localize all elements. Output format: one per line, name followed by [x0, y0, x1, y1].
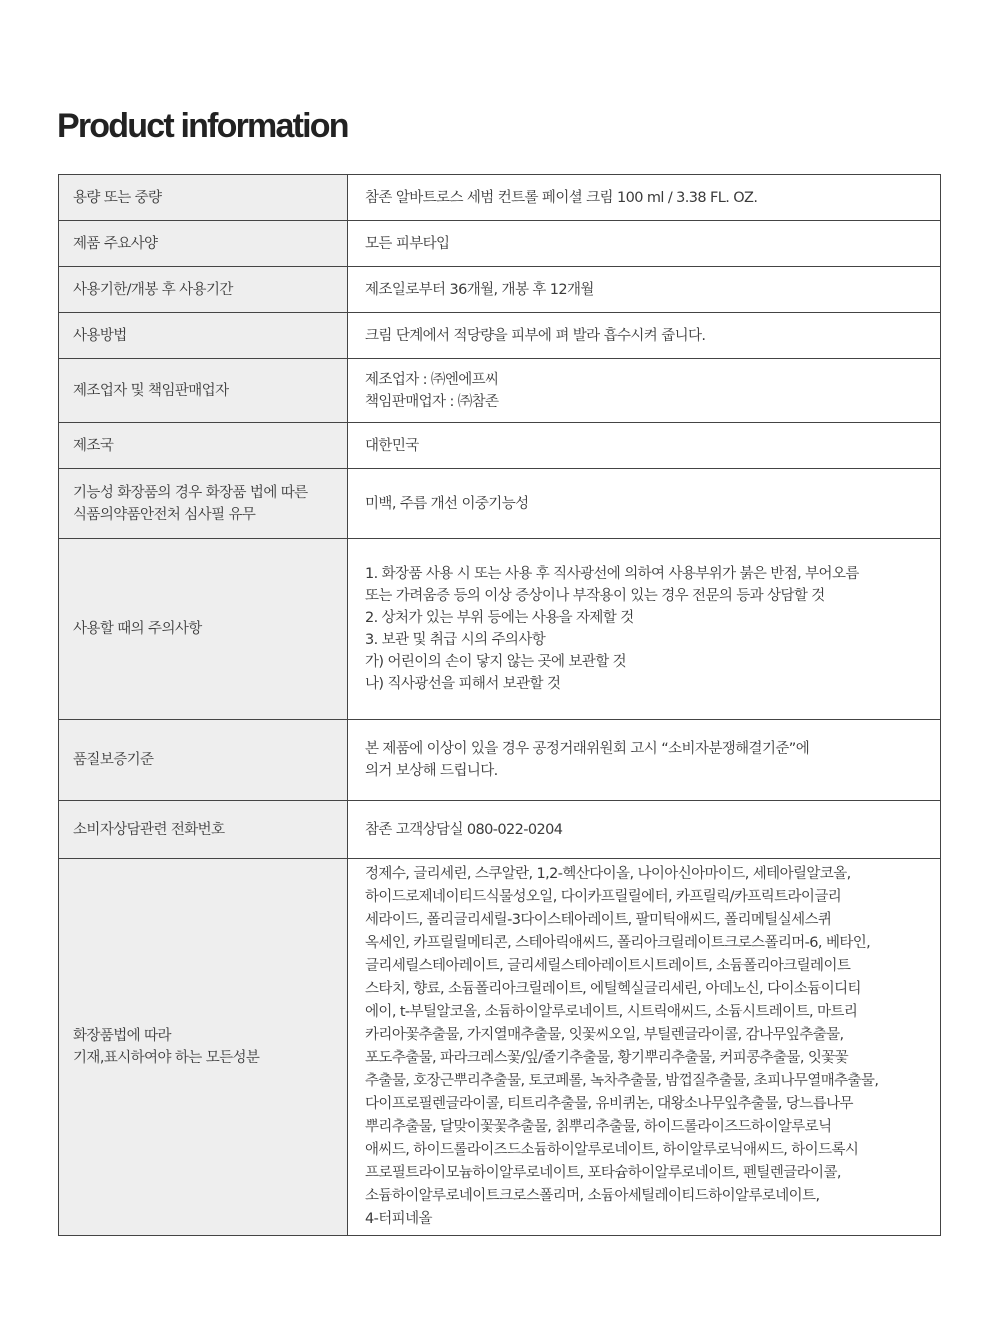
- value-line: 글리세릴스테아레이트, 글리세릴스테아레이트시트레이트, 소듐폴리아크릴레이트: [365, 958, 851, 974]
- value-line: 참존 알바트로스 세범 컨트롤 페이셜 크림 100 ml / 3.38 FL. OZ.: [365, 189, 758, 206]
- value-line: 제조일로부터 36개월, 개봉 후 12개월: [365, 281, 594, 298]
- value-line: 본 제품에 이상이 있을 경우 공정거래위원회 고시 “소비자분쟁해결기준”에: [365, 741, 810, 757]
- info-row-value: [348, 313, 941, 359]
- page-title: Product information: [57, 107, 348, 145]
- value-line: 미백, 주름 개선 이중기능성: [365, 495, 529, 512]
- info-row-value: [348, 175, 941, 221]
- value-line: 모든 피부타입: [365, 235, 450, 252]
- info-row-label: [59, 423, 348, 469]
- value-line: 4-터피네올: [365, 1211, 432, 1227]
- info-row-label: [59, 801, 348, 859]
- label-line: 사용할 때의 주의사항: [73, 621, 202, 637]
- info-row-label: [59, 539, 348, 720]
- info-row-value: [348, 423, 941, 469]
- value-line: 2. 상처가 있는 부위 등에는 사용을 자제할 것: [365, 610, 634, 626]
- product-info-table: [58, 174, 941, 1236]
- value-line: 제조업자 : ㈜엔에프씨: [365, 371, 499, 388]
- product-info-table-body: [59, 175, 941, 1236]
- label-line: 기재,표시하여야 하는 모든성분: [73, 1050, 260, 1066]
- info-row-label: [59, 720, 348, 801]
- value-line: 스타치, 향료, 소듐폴리아크릴레이트, 에틸헥실글리세린, 아데노신, 다이소듐이디티: [365, 981, 861, 997]
- value-line: 나) 직사광선을 피해서 보관할 것: [365, 676, 561, 692]
- info-row-value: [348, 359, 941, 423]
- label-line: 식품의약품안전처 심사필 유무: [73, 506, 256, 523]
- label-line: 제품 주요사양: [73, 235, 158, 252]
- value-line: 프로필트라이모늄하이알루로네이트, 포타슘하이알루로네이트, 펜틸렌글라이콜,: [365, 1165, 841, 1181]
- label-line: 기능성 화장품의 경우 화장품 법에 따른: [73, 484, 308, 501]
- info-row: [59, 175, 941, 221]
- info-row: [59, 539, 941, 720]
- info-row-label: [59, 859, 348, 1236]
- label-line: 소비자상담관련 전화번호: [73, 821, 225, 838]
- info-row: [59, 720, 941, 801]
- value-line: 또는 가려움증 등의 이상 증상이나 부작용이 있는 경우 전문의 등과 상담할 것: [365, 588, 825, 604]
- info-row: [59, 313, 941, 359]
- value-line: 대한민국: [365, 437, 419, 454]
- value-line: 소듐하이알루로네이트크로스폴리머, 소듐아세틸레이티드하이알루로네이트,: [365, 1188, 820, 1204]
- info-row-label: [59, 469, 348, 539]
- info-row-value: [348, 539, 941, 720]
- value-line: 하이드로제네이티드식물성오일, 다이카프릴릴에터, 카프릴릭/카프릭트라이글리: [365, 889, 842, 905]
- info-row-label: [59, 221, 348, 267]
- value-line: 옥세인, 카프릴릴메티콘, 스테아릭애씨드, 폴리아크릴레이트크로스폴리머-6, 베타인,: [365, 935, 871, 951]
- value-line: 세라이드, 폴리글리세릴-3다이스테아레이트, 팔미틱애씨드, 폴리메틸실세스퀴: [365, 912, 832, 928]
- label-line: 화장품법에 따라: [73, 1028, 171, 1044]
- info-row-value: [348, 801, 941, 859]
- value-line: 3. 보관 및 취급 시의 주의사항: [365, 632, 546, 648]
- info-row-label: [59, 313, 348, 359]
- label-line: 사용방법: [73, 327, 127, 344]
- info-row-label: [59, 267, 348, 313]
- info-row: [59, 859, 941, 1236]
- info-row-value: [348, 469, 941, 539]
- label-line: 사용기한/개봉 후 사용기간: [73, 281, 233, 298]
- info-row-label: [59, 175, 348, 221]
- info-row-value: [348, 267, 941, 313]
- info-row-label: [59, 359, 348, 423]
- value-line: 다이프로필렌글라이콜, 티트리추출물, 유비퀴논, 대왕소나무잎추출물, 당느릅나무: [365, 1096, 853, 1112]
- label-line: 용량 또는 중량: [73, 189, 162, 206]
- value-line: 추출물, 호장근뿌리추출물, 토코페롤, 녹차추출물, 밤껍질추출물, 초피나무열매추출물,: [365, 1073, 879, 1089]
- value-line: 카리아꽃추출물, 가지열매추출물, 잇꽃씨오일, 부틸렌글라이콜, 감나무잎추출물,: [365, 1027, 844, 1043]
- info-row: [59, 359, 941, 423]
- label-line: 품질보증기준: [73, 752, 154, 768]
- value-line: 포도추출물, 파라크레스꽃/잎/줄기추출물, 황기뿌리추출물, 커피콩추출물, 잇꽃꽃: [365, 1050, 849, 1066]
- info-row: [59, 423, 941, 469]
- info-row: [59, 267, 941, 313]
- value-line: 정제수, 글리세린, 스쿠알란, 1,2-헥산다이올, 나이아신아마이드, 세테아릴알코올,: [365, 866, 851, 882]
- value-line: 1. 화장품 사용 시 또는 사용 후 직사광선에 의하여 사용부위가 붉은 반점, 부어오름: [365, 566, 859, 582]
- label-line: 제조국: [73, 437, 114, 454]
- info-row: [59, 469, 941, 539]
- value-line: 에이, t-부틸알코올, 소듐하이알루로네이트, 시트릭애씨드, 소듐시트레이트, 마트리: [365, 1004, 858, 1020]
- value-line: 가) 어린이의 손이 닿지 않는 곳에 보관할 것: [365, 654, 627, 670]
- info-row: [59, 801, 941, 859]
- value-line: 뿌리추출물, 달맞이꽃꽃추출물, 칡뿌리추출물, 하이드롤라이즈드하이알루로닉: [365, 1119, 832, 1135]
- info-row-value: [348, 720, 941, 801]
- info-row-value: [348, 859, 941, 1236]
- value-line: 의거 보상해 드립니다.: [365, 763, 498, 779]
- info-row-value: [348, 221, 941, 267]
- label-line: 제조업자 및 책임판매업자: [73, 382, 229, 399]
- value-line: 크림 단계에서 적당량을 피부에 펴 발라 흡수시켜 줍니다.: [365, 327, 706, 344]
- info-row: [59, 221, 941, 267]
- value-line: 책임판매업자 : ㈜참존: [365, 393, 499, 410]
- value-line: 참존 고객상담실 080-022-0204: [365, 821, 563, 838]
- value-line: 애씨드, 하이드롤라이즈드소듐하이알루로네이트, 하이알루로닉애씨드, 하이드록시: [365, 1142, 859, 1158]
